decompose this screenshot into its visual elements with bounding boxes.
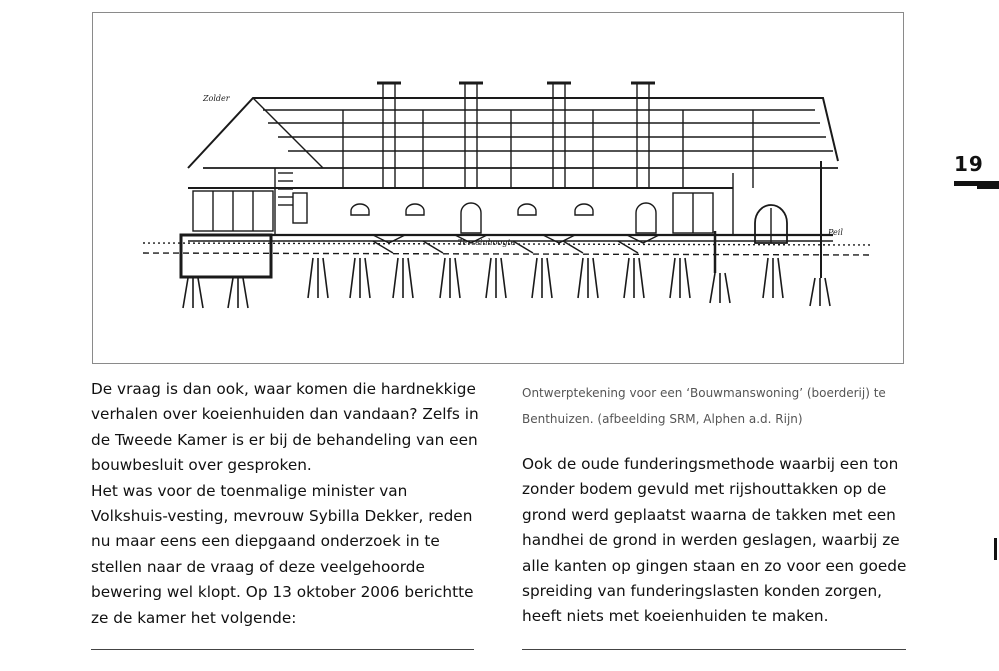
page-edge-mark <box>994 538 997 560</box>
left-paragraph-1: De vraag is dan ook, waar komen die hardnekkige verhalen over koeienhuiden dan vandaan? Zelfs in de Tweede Kamer is er bij de behandeling van een bouwbesluit over gesproken. <box>91 380 479 475</box>
annotation-zolder: Zolder <box>203 94 230 103</box>
left-footer-rule <box>91 649 474 650</box>
figure-caption: Ontwerptekening voor een ‘Bouwmanswoning’ (boerderij) te Benthuizen. (afbeelding SRM, Alphen a.d. Rijn) <box>522 386 886 426</box>
page-number: 19 <box>954 152 984 176</box>
left-text-column <box>91 377 481 631</box>
right-footer-rule <box>522 649 906 650</box>
right-paragraph-1: Ook de oude funderingsmethode waarbij een ton zonder bodem gevuld met rijshouttakken op de grond werd geplaatst waarna de takken met een handhei de grond in werden geslagen, waarbij ze alle kanten op gingen staan en zo voor een goede spreiding van funderingslasten konden zorgen, heeft niets met koeienhuiden te maken. <box>522 455 907 626</box>
page-number-rule-accent <box>977 181 999 189</box>
right-text-column <box>522 452 912 630</box>
farmhouse-section-drawing <box>93 13 903 363</box>
figure-frame <box>92 12 904 364</box>
annotation-peil: Peil <box>828 228 843 237</box>
annotation-terrein: Terreinhoogte <box>458 238 516 247</box>
left-paragraph-2: Het was voor de toenmalige minister van Volkshuis-vesting, mevrouw Sybilla Dekker, reden nu maar eens een diepgaand onderzoek in te stellen naar de vraag of deze veelgehoorde bewering wel klopt. Op 13 oktober 2006 berichtte ze de kamer het volgende: <box>91 481 474 627</box>
